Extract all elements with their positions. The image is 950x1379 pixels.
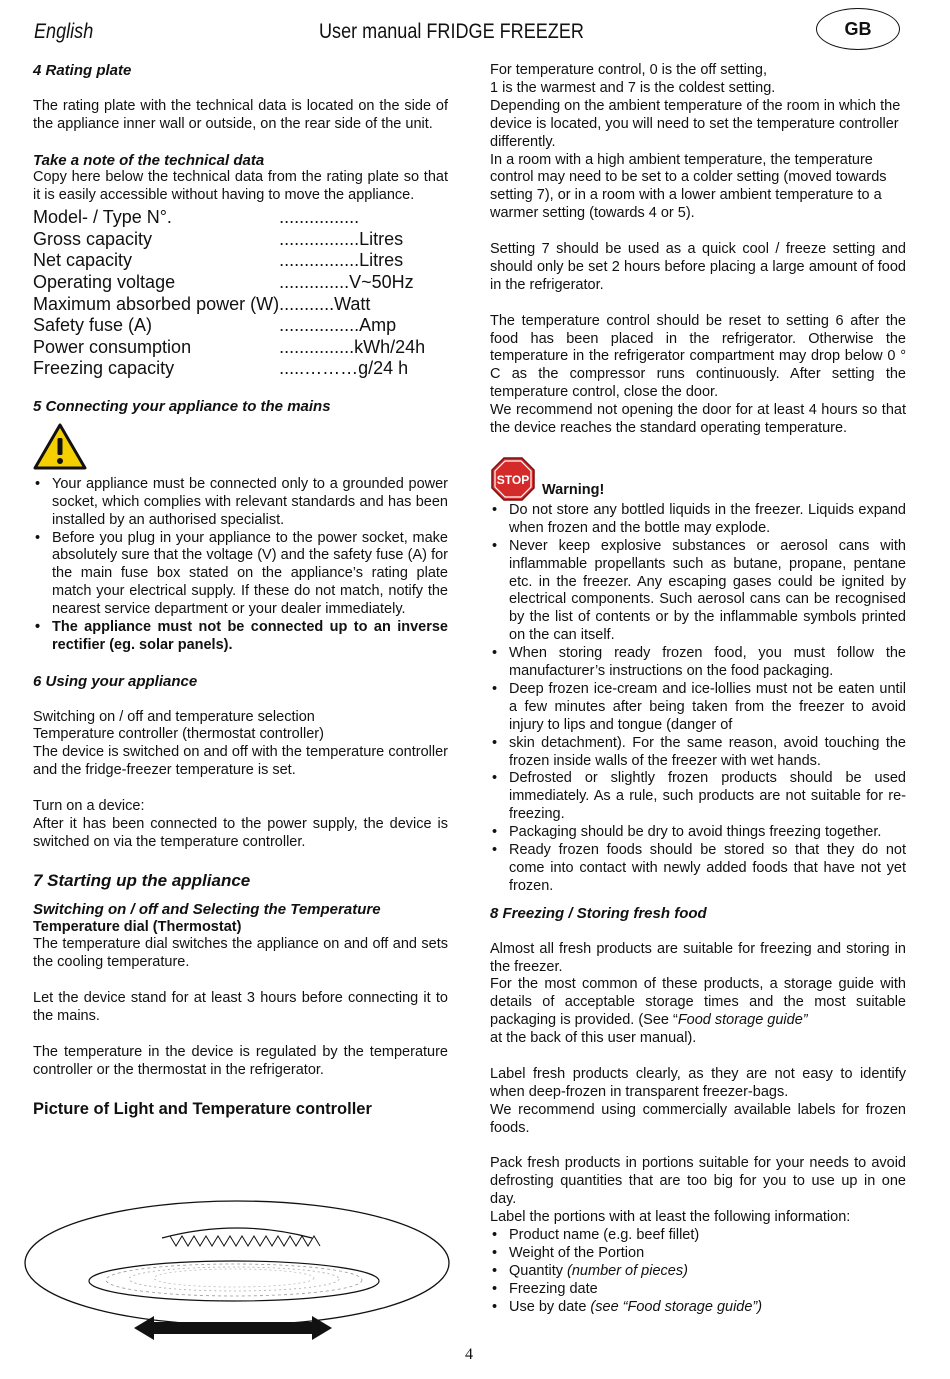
stop-sign-text: STOP <box>496 472 530 487</box>
text-span: For the most common of these products, a storage guide with details of acceptable storage times and the most suitable packaging is provided. (See “ <box>490 976 906 1029</box>
label-info-list <box>490 1227 906 1317</box>
list-item: • Deep frozen ice-cream and ice-lollies must not be eaten until a few minutes after being taken from the freezer to avoid injury to lips and tongue (danger of <box>509 681 906 735</box>
item-note: (number of pieces) <box>567 1262 688 1279</box>
paragraph: In a room with a high ambient temperature, the temperature control may need to be set to a colder setting (moved towards setting 7), or in a room with a lower ambient temperature to a warmer setting (towards 4 or 5). <box>490 151 887 222</box>
paragraph: Setting 7 should be used as a quick cool / freeze setting and should only be set 2 hours before placing a large amount of food in the refrigerator. <box>490 241 906 293</box>
right-column <box>490 62 906 1317</box>
warning-header <box>490 456 906 502</box>
paragraph: We recommend not opening the door for at least 4 hours so that the device reaches the standard operating temperature. <box>490 402 906 437</box>
spec-value: ................Litres <box>279 228 404 249</box>
paragraph: After it has been connected to the power supply, the device is switched on via the temperature controller. <box>33 815 448 850</box>
warning-bullet-list <box>490 502 906 896</box>
paragraph: Label the portions with at least the following information: <box>490 1209 851 1226</box>
text-line: at the back of this user manual). <box>490 1030 697 1047</box>
item-text: Quantity <box>509 1262 568 1279</box>
spec-value: ................Amp <box>279 315 397 336</box>
section-6-heading: 6 Using your appliance <box>33 672 198 690</box>
spec-row <box>33 207 425 229</box>
paragraph: Pack fresh products in portions suitable for your needs to avoid defrosting quantities that are too big for you to use up in one day. <box>490 1155 906 1208</box>
list-item: • Defrosted or slightly frozen products should be used immediately. As a rule, such products are not suitable for re-freezing. <box>509 770 906 824</box>
rating-plate-paragraph: The rating plate with the technical data is located on the side of the appliance inner wall or outside, on the rear side of the unit. <box>33 97 448 132</box>
spec-label: Maximum absorbed power (W) <box>33 293 280 314</box>
page-number: 4 <box>465 1346 473 1363</box>
text-line: Turn on a device: <box>33 798 145 815</box>
temperature-controller-illustration <box>22 1178 452 1348</box>
spec-label: Power consumption <box>33 336 192 357</box>
spec-value: ................ <box>279 207 360 228</box>
section-7-heading: 7 Starting up the appliance <box>33 870 251 890</box>
specs-table <box>33 207 425 380</box>
section-5-heading: 5 Connecting your appliance to the mains <box>33 397 331 415</box>
spec-label: Model- / Type N°. <box>33 207 172 228</box>
thermostat-subheading: Temperature dial (Thermostat) <box>33 918 242 935</box>
paragraph: The temperature control should be reset to setting 6 after the food has been placed in the refrigerator. Otherwise the temperature in the refrigerator compartment may drop below 0 ° C as the compressor runs continuously. After setting the temperature control, close the door. <box>490 312 906 401</box>
item-text: Use by date <box>509 1298 591 1315</box>
spec-value: ................Litres <box>279 250 404 271</box>
paragraph: The device is switched on and off with the temperature controller and the fridge-freezer temperature is set. <box>33 744 448 779</box>
paragraph: Depending on the ambient temperature of the room in which the device is located, you will need to set the temperature controller differently. <box>490 97 901 150</box>
spec-label: Net capacity <box>33 250 133 271</box>
item-text: Freezing date <box>509 1280 598 1297</box>
mains-bullet-list <box>33 476 448 655</box>
text-line: For temperature control, 0 is the off setting, <box>490 62 767 78</box>
warning-triangle-icon <box>33 423 87 470</box>
spec-row <box>33 272 425 294</box>
food-storage-guide-ref: Food storage guide” <box>677 1012 808 1029</box>
item-text: Weight of the Portion <box>509 1245 645 1261</box>
paragraph: The temperature in the device is regulated by the temperature controller or the thermostat in the refrigerator. <box>33 1043 448 1078</box>
spec-row <box>33 337 425 359</box>
list-item <box>509 1245 906 1263</box>
list-item: • Your appliance must be connected only to a grounded power socket, which complies with relevant standards and has been installed by an authorised specialist. <box>52 476 448 530</box>
spec-row <box>33 250 425 272</box>
list-item: • Ready frozen foods should be stored so that they do not come into contact with newly added foods that have not yet frozen. <box>509 842 906 896</box>
list-item: • When storing ready frozen food, you must follow the manufacturer’s instructions on the food packaging. <box>509 645 906 681</box>
section-4-heading: 4 Rating plate <box>33 62 132 79</box>
spec-row <box>33 358 425 380</box>
spec-value: ...............kWh/24h <box>279 336 426 357</box>
country-badge-text: GB <box>844 18 872 39</box>
spec-label: Operating voltage <box>33 272 176 292</box>
spec-value: ...........Watt <box>279 293 371 314</box>
text-line: Switching on / off and temperature selection <box>33 708 315 725</box>
paragraph: Let the device stand for at least 3 hours before connecting it to the mains. <box>33 990 448 1025</box>
list-item <box>509 1227 906 1245</box>
item-text: Product name (e.g. beef fillet) <box>509 1227 700 1244</box>
spec-value: .....………g/24 h <box>279 358 409 379</box>
language-label: English <box>34 20 94 43</box>
paragraph <box>490 976 906 1030</box>
list-item: • Before you plug in your appliance to the power socket, make absolutely sure that the voltage (V) and the safety fuse (A) for the main fuse box stated on the appliance’s rating plate match your electrical supply. If these do not match, notify the nearest service department or your dealer immediately. <box>52 530 448 620</box>
document-title: User manual FRIDGE FREEZER <box>319 20 584 43</box>
list-item: • The appliance must not be connected up to an inverse rectifier (eg. solar panels). <box>52 619 448 655</box>
stop-sign-icon <box>490 456 536 502</box>
spec-label: Gross capacity <box>33 228 153 249</box>
list-item <box>509 1299 906 1317</box>
spec-label: Safety fuse (A) <box>33 315 153 336</box>
spec-label: Freezing capacity <box>33 358 175 379</box>
paragraph: We recommend using commercially available labels for frozen foods. <box>490 1101 906 1136</box>
left-column <box>33 62 448 1120</box>
spec-row <box>33 294 425 316</box>
spec-row <box>33 229 425 251</box>
section-8-heading: 8 Freezing / Storing fresh food <box>490 904 707 922</box>
text-line: 1 is the warmest and 7 is the coldest setting. <box>490 79 776 96</box>
list-item <box>509 1263 906 1281</box>
paragraph: Label fresh products clearly, as they are not easy to identify when deep-frozen in transparent freezer-bags. <box>490 1065 906 1100</box>
picture-heading: Picture of Light and Temperature controller <box>33 1099 372 1118</box>
list-item: • Packaging should be dry to avoid things freezing together. <box>509 824 906 842</box>
list-item: • Do not store any bottled liquids in the freezer. Liquids expand when frozen and the bottle may explode. <box>509 502 906 538</box>
technical-data-paragraph: Copy here below the technical data from the rating plate so that it is easily accessible without having to move the appliance. <box>33 169 448 204</box>
spec-value: ..............V~50Hz <box>279 272 414 292</box>
country-badge <box>816 8 900 50</box>
spec-row <box>33 315 425 337</box>
double-arrow-icon <box>134 1316 332 1340</box>
text-line: Temperature controller (thermostat controller) <box>33 726 324 743</box>
paragraph: The temperature dial switches the appliance on and off and sets the cooling temperature. <box>33 936 448 971</box>
item-note: (see “Food storage guide”) <box>590 1298 763 1315</box>
list-item <box>509 1281 906 1299</box>
paragraph: Almost all fresh products are suitable for freezing and storing in the freezer. <box>490 940 906 975</box>
list-item: • Never keep explosive substances or aerosol cans with inflammable propellants such as butane, propane, pentane etc. in the freezer. Any escaping gases could be ignited by electrical components. Such aerosol cans can be recognised by the list of contents or by the inflammable symbols printed on the can itself. <box>509 538 906 645</box>
list-item: • skin detachment). For the same reason, avoid touching the frozen inside walls of the freezer with wet hands. <box>509 735 906 771</box>
technical-data-heading: Take a note of the technical data <box>33 151 265 169</box>
warning-label: Warning! <box>542 481 605 498</box>
section-7-subheading: Switching on / off and Selecting the Temperature <box>33 900 381 918</box>
